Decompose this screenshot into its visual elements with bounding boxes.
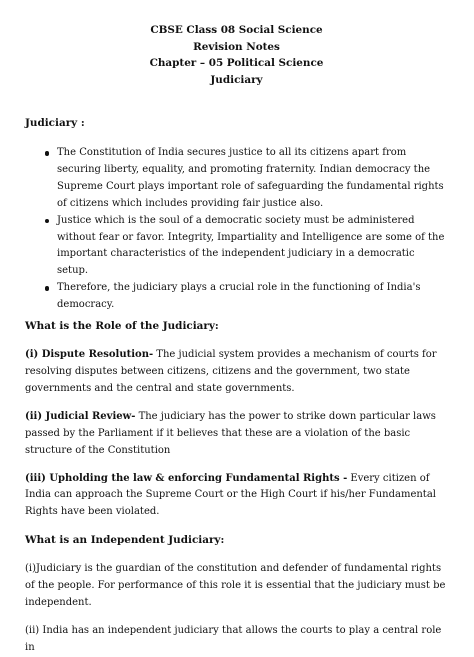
- role-item-title: (ii) Judicial Review-: [25, 410, 136, 422]
- role-item-title: (i) Dispute Resolution-: [25, 349, 154, 361]
- list-item: The Constitution of India secures justice to all its citizens apart from securing liberty, equality, and promoting fraternity. Indian democracy the Supreme Court plays important role of safeguarding the fundamental rights of citizens which includes providing fair justice also.: [57, 145, 448, 213]
- independent-paragraph: (i)Judiciary is the guardian of the constitution and defender of fundamental rights of the people. For performance of this role it is essential that the judiciary must be independent.: [25, 563, 446, 609]
- role-judicial-review: [25, 409, 448, 460]
- header-chapter: Chapter – 05 Political Science: [149, 57, 324, 69]
- independent-paragraph: (ii) India has an independent judiciary that allows the courts to play a central role in: [25, 624, 442, 653]
- header-revision-notes: Revision Notes: [193, 40, 280, 53]
- list-item: Therefore, the judiciary plays a crucial role in the functioning of India's democracy.: [57, 280, 448, 314]
- role-item-title: (iii) Upholding the law & enforcing Fundamental Rights -: [25, 472, 348, 484]
- list-item: Justice which is the soul of a democratic society must be administered without fear or favor. Integrity, Impartiality and Intelligence are some of the important characteristics of the independent judiciary in a democratic setup.: [57, 213, 448, 281]
- document-header: [25, 22, 448, 88]
- independent-heading: What is an Independent Judiciary:: [25, 534, 225, 547]
- role-item-text: The judicial system provides a mechanism of courts for resolving disputes between citizens, citizens and the government, two state governments and the central and state governments.: [25, 349, 437, 394]
- judiciary-heading: Judiciary :: [25, 117, 85, 129]
- header-topic: Judiciary: [210, 73, 263, 86]
- role-heading: What is the Role of the Judiciary:: [25, 320, 219, 333]
- role-item-text: The judiciary has the power to strike down particular laws passed by the Parliament if it believes that these are a violation of the basic structure of the Constitution: [25, 410, 436, 456]
- role-upholding-law: [25, 471, 448, 522]
- header-class-title: CBSE Class 08 Social Science: [150, 24, 323, 36]
- role-dispute-resolution: [25, 347, 448, 398]
- judiciary-bullet-list: [25, 145, 448, 314]
- role-item-text: Every citizen of India can approach the Supreme Court or the High Court if his/her Fundamental Rights have been violated.: [25, 472, 436, 518]
